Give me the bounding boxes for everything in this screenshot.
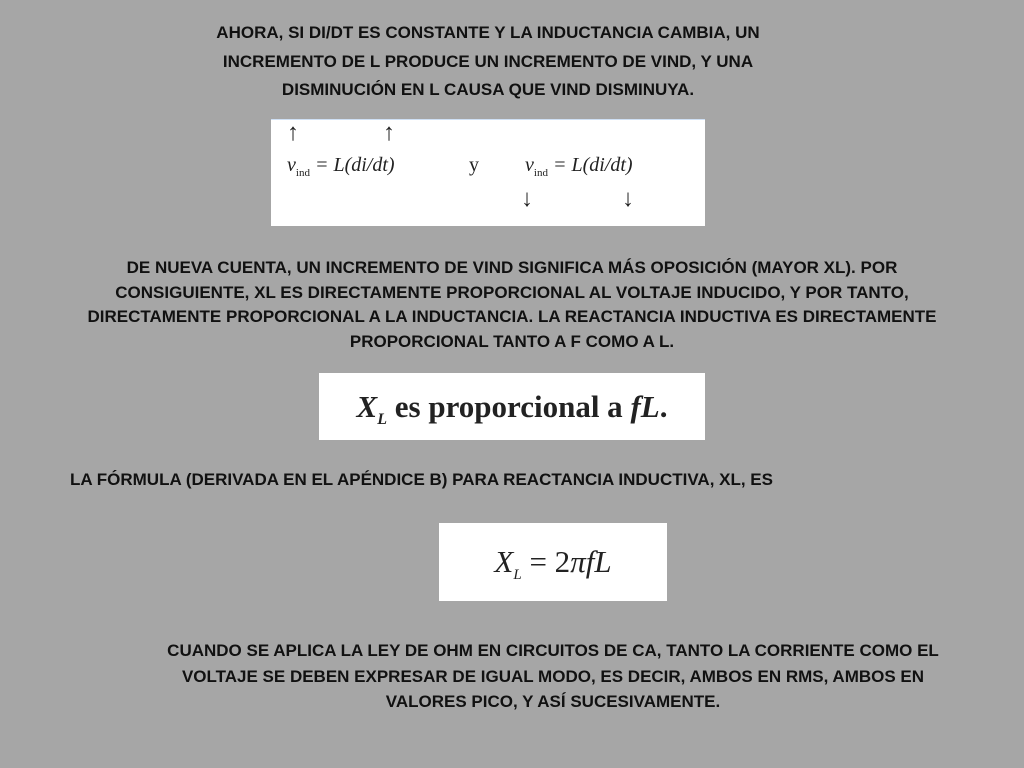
text-line: DE NUEVA CUENTA, UN INCREMENTO DE VIND SIGNIFICA MÁS OPOSICIÓN (MAYOR XL). POR <box>126 258 898 277</box>
text-line: AHORA, SI DI/DT ES CONSTANTE Y LA INDUCTANCIA CAMBIA, UN <box>216 23 760 42</box>
down-arrow-icon: ↓ <box>521 186 533 212</box>
text-line: VALORES PICO, Y ASÍ SUCESIVAMENTE. <box>385 692 721 711</box>
text-line: INCREMENTO DE L PRODUCE UN INCREMENTO DE VIND, Y UNA <box>222 51 754 71</box>
proportionality-statement-image: $X_L$ es proporcional a fL. <box>319 373 705 440</box>
equation-left: $v_{ind} = L(di/dt)$ <box>287 154 395 179</box>
text-line: DISMINUCIÓN EN L CAUSA QUE VIND DISMINUYA. <box>281 80 695 99</box>
text-line: DIRECTAMENTE PROPORCIONAL A LA INDUCTANCIA. LA REACTANCIA INDUCTIVA ES DIRECTAMENTE <box>87 307 937 326</box>
conjunction: y <box>469 154 479 176</box>
up-arrow-icon: ↑ <box>383 120 395 146</box>
equation-right: $v_{ind} = L(di/dt)$ <box>525 154 633 179</box>
text-line: LA FÓRMULA (DERIVADA EN EL APÉNDICE B) PARA REACTANCIA INDUCTIVA, XL, ES <box>70 470 773 489</box>
intro-paragraph <box>100 19 876 105</box>
text-line: PROPORCIONAL TANTO A F COMO A L. <box>349 331 675 351</box>
down-arrow-icon: ↓ <box>622 186 634 212</box>
reactance-formula-image: $X_L = 2\pi fL$ <box>439 523 667 601</box>
ohms-law-paragraph <box>40 638 1024 715</box>
formula-paragraph <box>70 468 773 492</box>
induced-voltage-equation-image <box>271 119 705 226</box>
reactance-paragraph <box>0 256 1024 354</box>
text-line: CUANDO SE APLICA LA LEY DE OHM EN CIRCUITOS DE CA, TANTO LA CORRIENTE COMO EL <box>167 641 939 660</box>
text-line: VOLTAJE SE DEBEN EXPRESAR DE IGUAL MODO, ES DECIR, AMBOS EN RMS, AMBOS EN <box>181 666 925 686</box>
up-arrow-icon: ↑ <box>287 120 299 146</box>
text-line: CONSIGUIENTE, XL ES DIRECTAMENTE PROPORCIONAL AL VOLTAJE INDUCIDO, Y POR TANTO, <box>115 282 909 302</box>
